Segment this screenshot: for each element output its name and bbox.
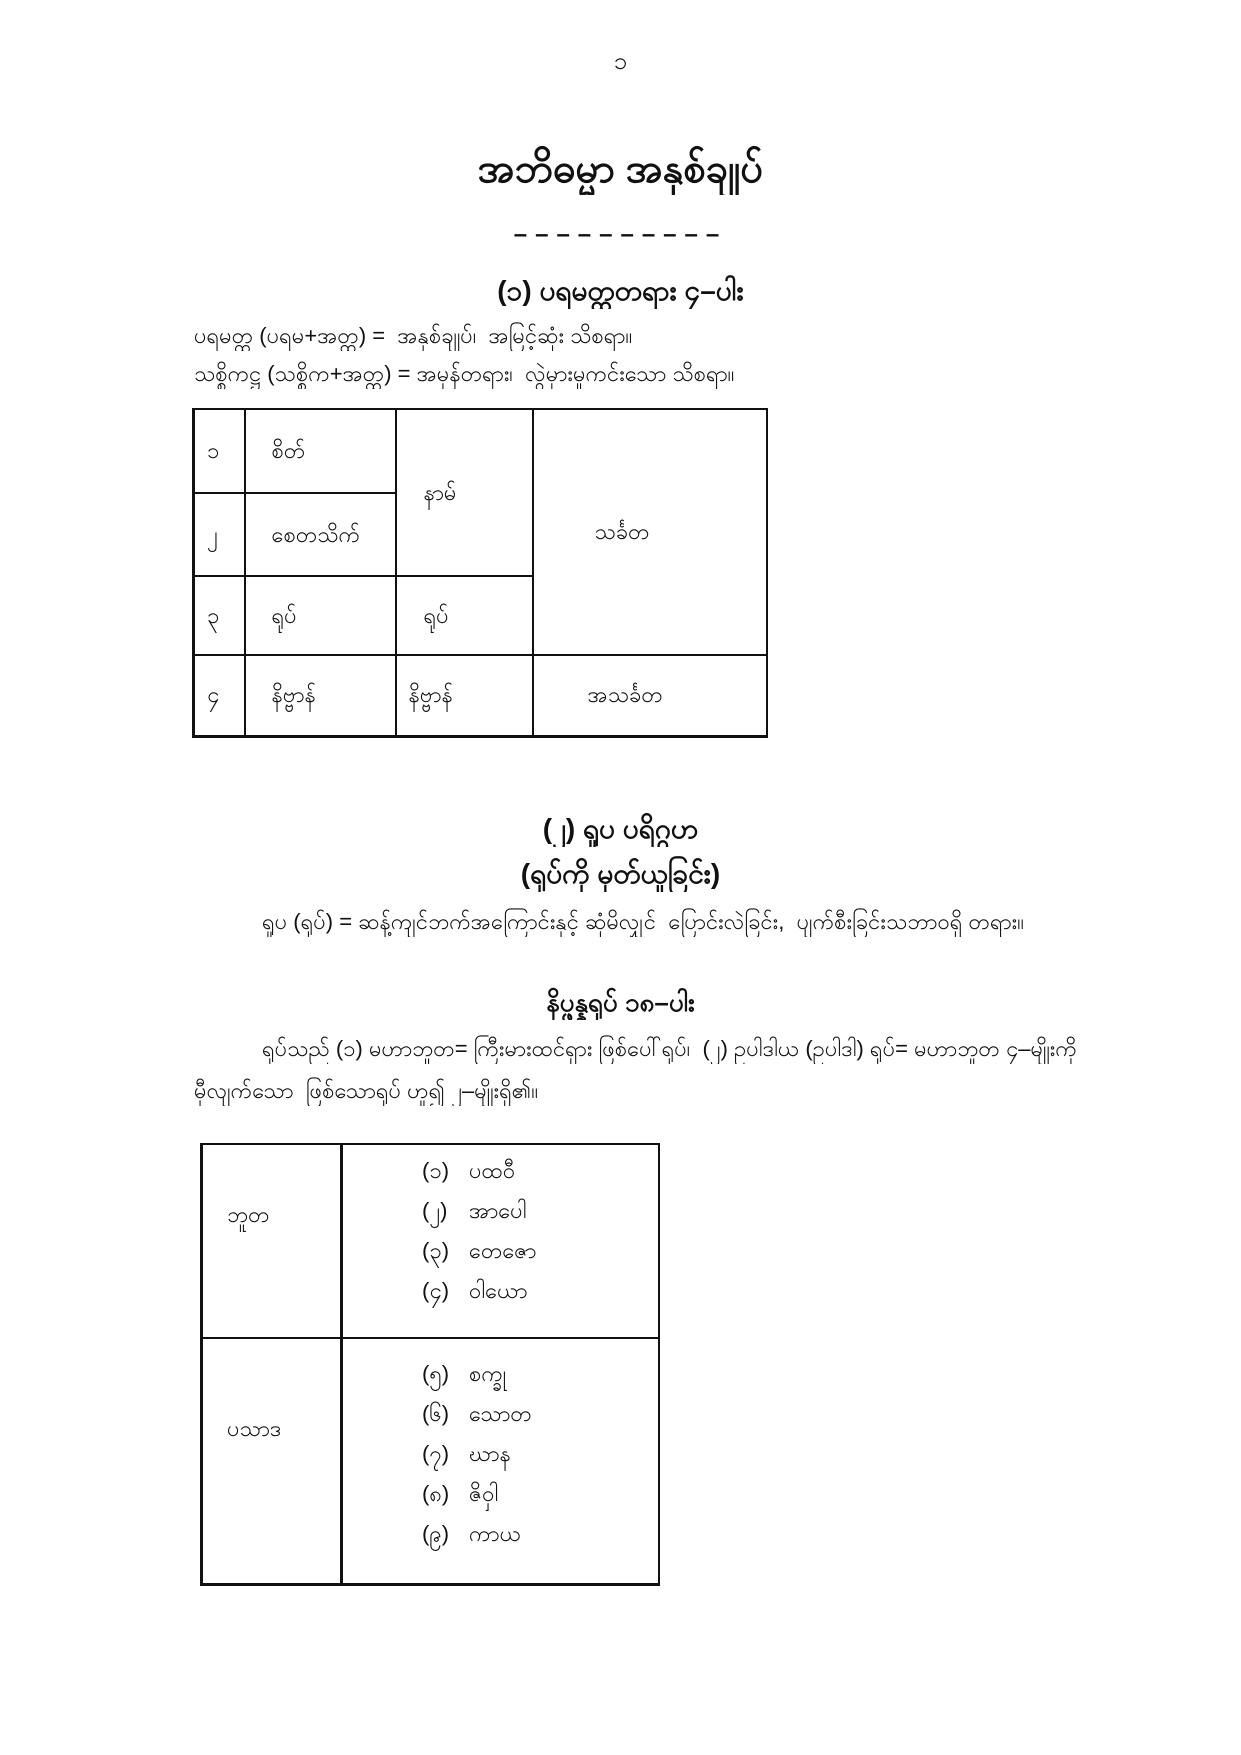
group-label: ရုပ် bbox=[423, 602, 449, 628]
element-item bbox=[343, 1191, 658, 1231]
element-number: (၃) bbox=[422, 1238, 450, 1263]
element-number: (၈) bbox=[422, 1481, 450, 1506]
table-cell-name bbox=[245, 655, 396, 736]
element-item bbox=[343, 1151, 658, 1191]
section-heading-rupa: (၂) ရူပ ပရိဂ္ဂဟ bbox=[542, 813, 699, 844]
page-number: ၁ bbox=[613, 48, 628, 75]
title-divider: –––––––––– bbox=[513, 221, 728, 248]
element-name: ပထဝီ bbox=[469, 1158, 516, 1183]
element-item bbox=[343, 1231, 658, 1271]
table-cell-number bbox=[194, 409, 245, 493]
table-row bbox=[202, 1144, 659, 1338]
element-number: (၂) bbox=[422, 1198, 448, 1223]
paramattha-table bbox=[192, 408, 768, 738]
element-list bbox=[342, 1144, 659, 1338]
element-number: (၅) bbox=[422, 1361, 450, 1386]
section-heading-paramattha: (၁) ပရမတ္ထတရား ၄–ပါး bbox=[497, 275, 744, 306]
table-cell-number bbox=[194, 493, 245, 576]
table-cell-name bbox=[245, 493, 396, 576]
definition-paragraph-rupa: ရူပ (ရုပ်) = ဆန့်ကျင်ဘက်အကြောင်းနှင့် ဆုံမိလျှင် ပြောင်းလဲခြင်း, ပျက်စီးခြင်းသဘာဝရှိ တရား။ bbox=[262, 909, 1024, 934]
dhamma-name: စိတ် bbox=[271, 438, 306, 463]
group-label: ဘူတ bbox=[227, 1202, 270, 1227]
element-number: (၉) bbox=[422, 1521, 450, 1546]
group-label: နာမ် bbox=[423, 479, 457, 505]
table-cell-group bbox=[396, 576, 533, 655]
element-name: စက္ခု bbox=[469, 1361, 507, 1386]
element-item bbox=[343, 1271, 658, 1311]
element-number: (၆) bbox=[422, 1401, 450, 1426]
mahabhuta-pasada-table bbox=[200, 1143, 660, 1586]
kind-label: သင်္ခတ bbox=[594, 519, 650, 544]
row-number: ၃ bbox=[207, 602, 220, 628]
group-label: ပသာဒ bbox=[227, 1416, 282, 1441]
element-item bbox=[343, 1434, 658, 1474]
definition-line-paramattha: ပရမတ္ထ (ပရမ+အတ္ထ) = အနှစ်ချုပ်၊ အမြင့်ဆုံး သိစရာ။ bbox=[194, 323, 633, 348]
table-cell-name bbox=[245, 576, 396, 655]
row-number: ၄ bbox=[207, 682, 220, 708]
definition-line-saccikattha: သစ္စိကဋ္ဌ (သစ္စိက+အတ္ထ) = အမှန်တရား၊ လွဲမှားမှုကင်းသော သိစရာ။ bbox=[194, 361, 735, 386]
dhamma-name: နိဗ္ဗာန် bbox=[271, 682, 316, 708]
table-row bbox=[194, 655, 767, 736]
group-label-cell bbox=[202, 1338, 342, 1584]
element-item bbox=[343, 1474, 658, 1514]
element-name: ကာယ bbox=[469, 1521, 521, 1546]
element-item bbox=[343, 1394, 658, 1434]
element-name: သောတ bbox=[469, 1401, 532, 1426]
element-name: ဇိဝှါ bbox=[469, 1481, 499, 1506]
element-item bbox=[343, 1354, 658, 1394]
table-cell-number bbox=[194, 576, 245, 655]
element-name: ဃာန bbox=[469, 1441, 511, 1466]
element-item bbox=[343, 1514, 658, 1554]
paragraph-line: မှီလျက်သော ဖြစ်သောရုပ် ဟူ၍ ၂–မျိုးရှိ၏။ bbox=[194, 1078, 538, 1103]
dhamma-name: ရုပ် bbox=[271, 602, 297, 628]
paragraph-line: ရုပ်သည် (၁) မဟာဘူတ= ကြီးမားထင်ရှား ဖြစ်ပေါ်ရုပ်၊ (၂) ဥပါဒါယ (ဥပါဒါ) ရုပ်= မဟာဘူတ ၄–မျိုးကို bbox=[262, 1036, 1077, 1061]
element-number: (၁) bbox=[422, 1158, 450, 1183]
row-number: ၁ bbox=[207, 438, 220, 463]
dhamma-name: စေတသိက် bbox=[271, 521, 361, 547]
table-cell-group bbox=[396, 655, 533, 736]
element-name: အာပေါ bbox=[469, 1198, 527, 1223]
row-number: ၂ bbox=[207, 521, 218, 547]
table-cell-number bbox=[194, 655, 245, 736]
table-row bbox=[202, 1338, 659, 1584]
page-title: အဘိဓမ္မာ အနှစ်ချုပ် bbox=[477, 147, 764, 191]
element-list bbox=[342, 1338, 659, 1584]
kind-label: အသင်္ခတ bbox=[587, 682, 663, 708]
group-label-cell bbox=[202, 1144, 342, 1338]
section-subheading-rupa: (ရုပ်ကို မှတ်ယူခြင်း) bbox=[520, 858, 721, 889]
element-number: (၄) bbox=[422, 1278, 450, 1303]
element-name: ဝါယော bbox=[469, 1278, 528, 1303]
element-number: (၇) bbox=[422, 1441, 450, 1466]
table-cell-sankhata bbox=[533, 409, 767, 655]
table-row bbox=[194, 409, 767, 493]
table-cell-name bbox=[245, 409, 396, 493]
group-label: နိဗ္ဗာန် bbox=[408, 682, 453, 708]
table-cell-asankhata bbox=[533, 655, 767, 736]
table-cell-nama-group bbox=[396, 409, 533, 576]
element-name: တေဇော bbox=[469, 1238, 537, 1263]
section-heading-nipphanna: နိပ္ဖန္နရုပ် ၁၈–ပါး bbox=[546, 987, 695, 1017]
